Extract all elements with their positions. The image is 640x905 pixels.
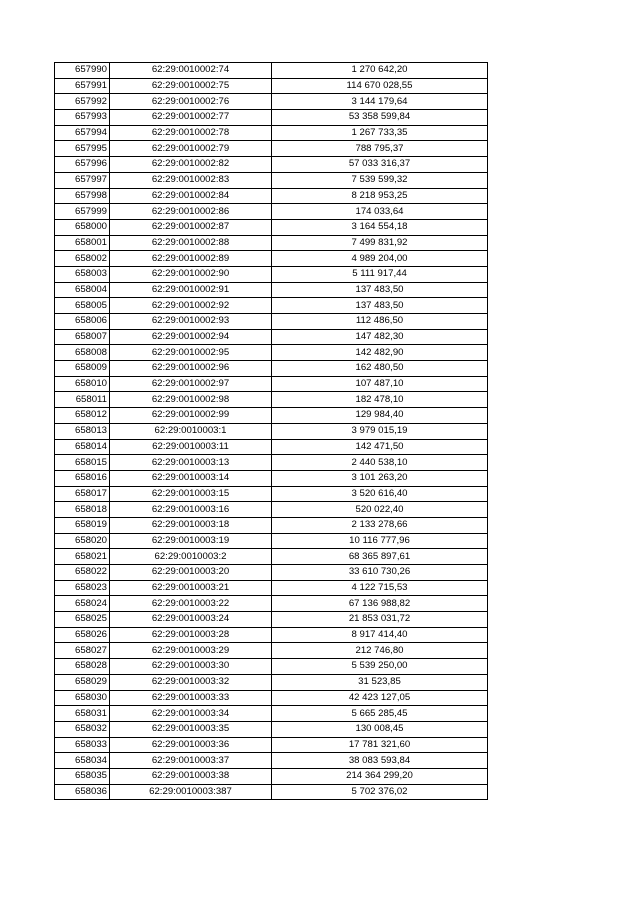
cadastral-value-cell: 21 853 031,72 (272, 612, 488, 628)
cadastral-number-cell: 62:29:0010003:30 (110, 659, 272, 675)
cadastral-number-cell: 62:29:0010003:24 (110, 612, 272, 628)
cadastral-number-cell: 62:29:0010003:11 (110, 439, 272, 455)
row-number-cell: 658009 (55, 361, 110, 377)
row-number-cell: 657998 (55, 188, 110, 204)
table-body (55, 63, 488, 800)
cadastral-value-cell: 3 520 616,40 (272, 486, 488, 502)
cadastral-value-cell: 10 116 777,96 (272, 533, 488, 549)
cadastral-value-cell: 2 133 278,66 (272, 517, 488, 533)
cadastral-value-cell: 67 136 988,82 (272, 596, 488, 612)
row-number-cell: 657993 (55, 110, 110, 126)
cadastral-number-cell: 62:29:0010002:91 (110, 282, 272, 298)
row-number-cell: 658013 (55, 423, 110, 439)
row-number-cell: 658031 (55, 706, 110, 722)
cadastral-number-cell: 62:29:0010002:76 (110, 94, 272, 110)
row-number-cell: 658018 (55, 502, 110, 518)
row-number-cell: 658002 (55, 251, 110, 267)
cadastral-value-cell: 42 423 127,05 (272, 690, 488, 706)
table-row (55, 455, 488, 471)
cadastral-number-cell: 62:29:0010002:95 (110, 345, 272, 361)
row-number-cell: 658028 (55, 659, 110, 675)
cadastral-value-cell: 57 033 316,37 (272, 157, 488, 173)
row-number-cell: 658016 (55, 470, 110, 486)
cadastral-number-cell: 62:29:0010002:83 (110, 172, 272, 188)
cadastral-number-cell: 62:29:0010003:32 (110, 674, 272, 690)
cadastral-value-cell: 33 610 730,26 (272, 565, 488, 581)
cadastral-value-cell: 1 267 733,35 (272, 125, 488, 141)
table-row (55, 157, 488, 173)
cadastral-number-cell: 62:29:0010003:22 (110, 596, 272, 612)
cadastral-value-cell: 107 487,10 (272, 376, 488, 392)
cadastral-number-cell: 62:29:0010003:21 (110, 580, 272, 596)
cadastral-value-cell: 212 746,80 (272, 643, 488, 659)
cadastral-value-cell: 182 478,10 (272, 392, 488, 408)
table-row (55, 690, 488, 706)
table-row (55, 125, 488, 141)
table-row (55, 643, 488, 659)
row-number-cell: 657996 (55, 157, 110, 173)
row-number-cell: 657994 (55, 125, 110, 141)
row-number-cell: 658014 (55, 439, 110, 455)
row-number-cell: 658029 (55, 674, 110, 690)
cadastral-value-cell: 3 101 263,20 (272, 470, 488, 486)
cadastral-value-cell: 4 989 204,00 (272, 251, 488, 267)
cadastral-value-cell: 142 471,50 (272, 439, 488, 455)
cadastral-number-cell: 62:29:0010003:2 (110, 549, 272, 565)
row-number-cell: 657990 (55, 63, 110, 79)
row-number-cell: 658003 (55, 266, 110, 282)
row-number-cell: 658019 (55, 517, 110, 533)
table-row (55, 329, 488, 345)
cadastral-number-cell: 62:29:0010003:29 (110, 643, 272, 659)
row-number-cell: 658034 (55, 753, 110, 769)
cadastral-value-cell: 7 539 599,32 (272, 172, 488, 188)
row-number-cell: 658007 (55, 329, 110, 345)
row-number-cell: 658015 (55, 455, 110, 471)
cadastral-number-cell: 62:29:0010002:87 (110, 219, 272, 235)
cadastral-value-cell: 5 111 917,44 (272, 266, 488, 282)
cadastral-value-cell: 788 795,37 (272, 141, 488, 157)
cadastral-value-cell: 137 483,50 (272, 282, 488, 298)
cadastral-number-cell: 62:29:0010002:77 (110, 110, 272, 126)
cadastral-value-cell: 112 486,50 (272, 314, 488, 330)
cadastral-number-cell: 62:29:0010002:79 (110, 141, 272, 157)
table-row (55, 266, 488, 282)
cadastral-number-cell: 62:29:0010002:94 (110, 329, 272, 345)
cadastral-value-cell: 7 499 831,92 (272, 235, 488, 251)
cadastral-value-cell: 4 122 715,53 (272, 580, 488, 596)
table-row (55, 470, 488, 486)
cadastral-value-cell: 8 218 953,25 (272, 188, 488, 204)
row-number-cell: 658006 (55, 314, 110, 330)
cadastral-value-cell: 142 482,90 (272, 345, 488, 361)
cadastral-value-cell: 5 702 376,02 (272, 784, 488, 800)
row-number-cell: 658035 (55, 768, 110, 784)
row-number-cell: 657991 (55, 78, 110, 94)
cadastral-number-cell: 62:29:0010003:20 (110, 565, 272, 581)
table-row (55, 627, 488, 643)
row-number-cell: 658036 (55, 784, 110, 800)
row-number-cell: 658022 (55, 565, 110, 581)
table-row (55, 674, 488, 690)
cadastral-number-cell: 62:29:0010002:75 (110, 78, 272, 94)
cadastral-number-cell: 62:29:0010002:82 (110, 157, 272, 173)
table-row (55, 502, 488, 518)
row-number-cell: 658030 (55, 690, 110, 706)
row-number-cell: 658025 (55, 612, 110, 628)
row-number-cell: 658017 (55, 486, 110, 502)
row-number-cell: 657992 (55, 94, 110, 110)
cadastral-number-cell: 62:29:0010002:78 (110, 125, 272, 141)
cadastral-value-cell: 68 365 897,61 (272, 549, 488, 565)
cadastral-value-cell: 5 539 250,00 (272, 659, 488, 675)
cadastral-number-cell: 62:29:0010003:16 (110, 502, 272, 518)
row-number-cell: 658027 (55, 643, 110, 659)
table-row (55, 612, 488, 628)
row-number-cell: 658033 (55, 737, 110, 753)
table-row (55, 63, 488, 79)
cadastral-value-cell: 17 781 321,60 (272, 737, 488, 753)
row-number-cell: 658001 (55, 235, 110, 251)
table-row (55, 721, 488, 737)
row-number-cell: 658004 (55, 282, 110, 298)
cadastral-number-cell: 62:29:0010003:35 (110, 721, 272, 737)
row-number-cell: 657997 (55, 172, 110, 188)
table-row (55, 486, 488, 502)
table-row (55, 737, 488, 753)
cadastral-number-cell: 62:29:0010002:86 (110, 204, 272, 220)
table-row (55, 298, 488, 314)
cadastral-value-cell: 129 984,40 (272, 408, 488, 424)
table-row (55, 392, 488, 408)
table-row (55, 78, 488, 94)
cadastral-value-cell: 137 483,50 (272, 298, 488, 314)
row-number-cell: 657995 (55, 141, 110, 157)
table-row (55, 706, 488, 722)
cadastral-number-cell: 62:29:0010003:19 (110, 533, 272, 549)
table-row (55, 235, 488, 251)
cadastral-number-cell: 62:29:0010002:96 (110, 361, 272, 377)
table-row (55, 768, 488, 784)
cadastral-value-cell: 31 523,85 (272, 674, 488, 690)
cadastral-value-cell: 3 979 015,19 (272, 423, 488, 439)
table-row (55, 517, 488, 533)
cadastral-number-cell: 62:29:0010003:34 (110, 706, 272, 722)
row-number-cell: 658012 (55, 408, 110, 424)
row-number-cell: 658008 (55, 345, 110, 361)
row-number-cell: 658024 (55, 596, 110, 612)
cadastral-value-cell: 1 270 642,20 (272, 63, 488, 79)
cadastral-number-cell: 62:29:0010002:98 (110, 392, 272, 408)
table-row (55, 533, 488, 549)
cadastral-value-cell: 3 144 179,64 (272, 94, 488, 110)
cadastral-number-cell: 62:29:0010002:93 (110, 314, 272, 330)
row-number-cell: 658023 (55, 580, 110, 596)
row-number-cell: 658032 (55, 721, 110, 737)
cadastral-value-cell: 2 440 538,10 (272, 455, 488, 471)
cadastral-number-cell: 62:29:0010002:90 (110, 266, 272, 282)
table-row (55, 439, 488, 455)
cadastral-number-cell: 62:29:0010002:99 (110, 408, 272, 424)
row-number-cell: 658010 (55, 376, 110, 392)
table-row (55, 141, 488, 157)
cadastral-number-cell: 62:29:0010002:97 (110, 376, 272, 392)
cadastral-value-cell: 3 164 554,18 (272, 219, 488, 235)
cadastral-number-cell: 62:29:0010003:18 (110, 517, 272, 533)
cadastral-value-cell: 214 364 299,20 (272, 768, 488, 784)
cadastral-value-cell: 114 670 028,55 (272, 78, 488, 94)
cadastral-value-cell: 5 665 285,45 (272, 706, 488, 722)
table-row (55, 423, 488, 439)
cadastral-number-cell: 62:29:0010003:13 (110, 455, 272, 471)
cadastral-number-cell: 62:29:0010003:1 (110, 423, 272, 439)
table-row (55, 282, 488, 298)
table-row (55, 659, 488, 675)
table-row (55, 188, 488, 204)
row-number-cell: 658000 (55, 219, 110, 235)
cadastral-number-cell: 62:29:0010003:36 (110, 737, 272, 753)
table-row (55, 172, 488, 188)
cadastral-number-cell: 62:29:0010003:33 (110, 690, 272, 706)
cadastral-value-cell: 147 482,30 (272, 329, 488, 345)
cadastral-value-cell: 174 033,64 (272, 204, 488, 220)
cadastral-number-cell: 62:29:0010003:28 (110, 627, 272, 643)
cadastral-number-cell: 62:29:0010002:88 (110, 235, 272, 251)
cadastral-number-cell: 62:29:0010002:74 (110, 63, 272, 79)
table-row (55, 596, 488, 612)
table-row (55, 565, 488, 581)
cadastral-number-cell: 62:29:0010003:38 (110, 768, 272, 784)
cadastral-value-cell: 53 358 599,84 (272, 110, 488, 126)
cadastral-number-cell: 62:29:0010003:37 (110, 753, 272, 769)
table-row (55, 580, 488, 596)
cadastral-number-cell: 62:29:0010003:14 (110, 470, 272, 486)
table-row (55, 219, 488, 235)
cadastral-value-cell: 130 008,45 (272, 721, 488, 737)
row-number-cell: 658026 (55, 627, 110, 643)
table-row (55, 204, 488, 220)
cadastral-value-cell: 38 083 593,84 (272, 753, 488, 769)
row-number-cell: 658021 (55, 549, 110, 565)
row-number-cell: 657999 (55, 204, 110, 220)
cadastral-number-cell: 62:29:0010003:15 (110, 486, 272, 502)
row-number-cell: 658005 (55, 298, 110, 314)
table-row (55, 251, 488, 267)
table-row (55, 110, 488, 126)
cadastral-number-cell: 62:29:0010002:89 (110, 251, 272, 267)
cadastral-number-cell: 62:29:0010002:84 (110, 188, 272, 204)
table-row (55, 314, 488, 330)
table-row (55, 376, 488, 392)
cadastral-value-table (54, 62, 488, 800)
cadastral-value-cell: 8 917 414,40 (272, 627, 488, 643)
table-row (55, 784, 488, 800)
row-number-cell: 658011 (55, 392, 110, 408)
table-row (55, 345, 488, 361)
table-row (55, 94, 488, 110)
cadastral-value-cell: 162 480,50 (272, 361, 488, 377)
cadastral-number-cell: 62:29:0010002:92 (110, 298, 272, 314)
row-number-cell: 658020 (55, 533, 110, 549)
cadastral-number-cell: 62:29:0010003:387 (110, 784, 272, 800)
table-row (55, 549, 488, 565)
table-row (55, 361, 488, 377)
table-row (55, 408, 488, 424)
cadastral-value-cell: 520 022,40 (272, 502, 488, 518)
table-row (55, 753, 488, 769)
